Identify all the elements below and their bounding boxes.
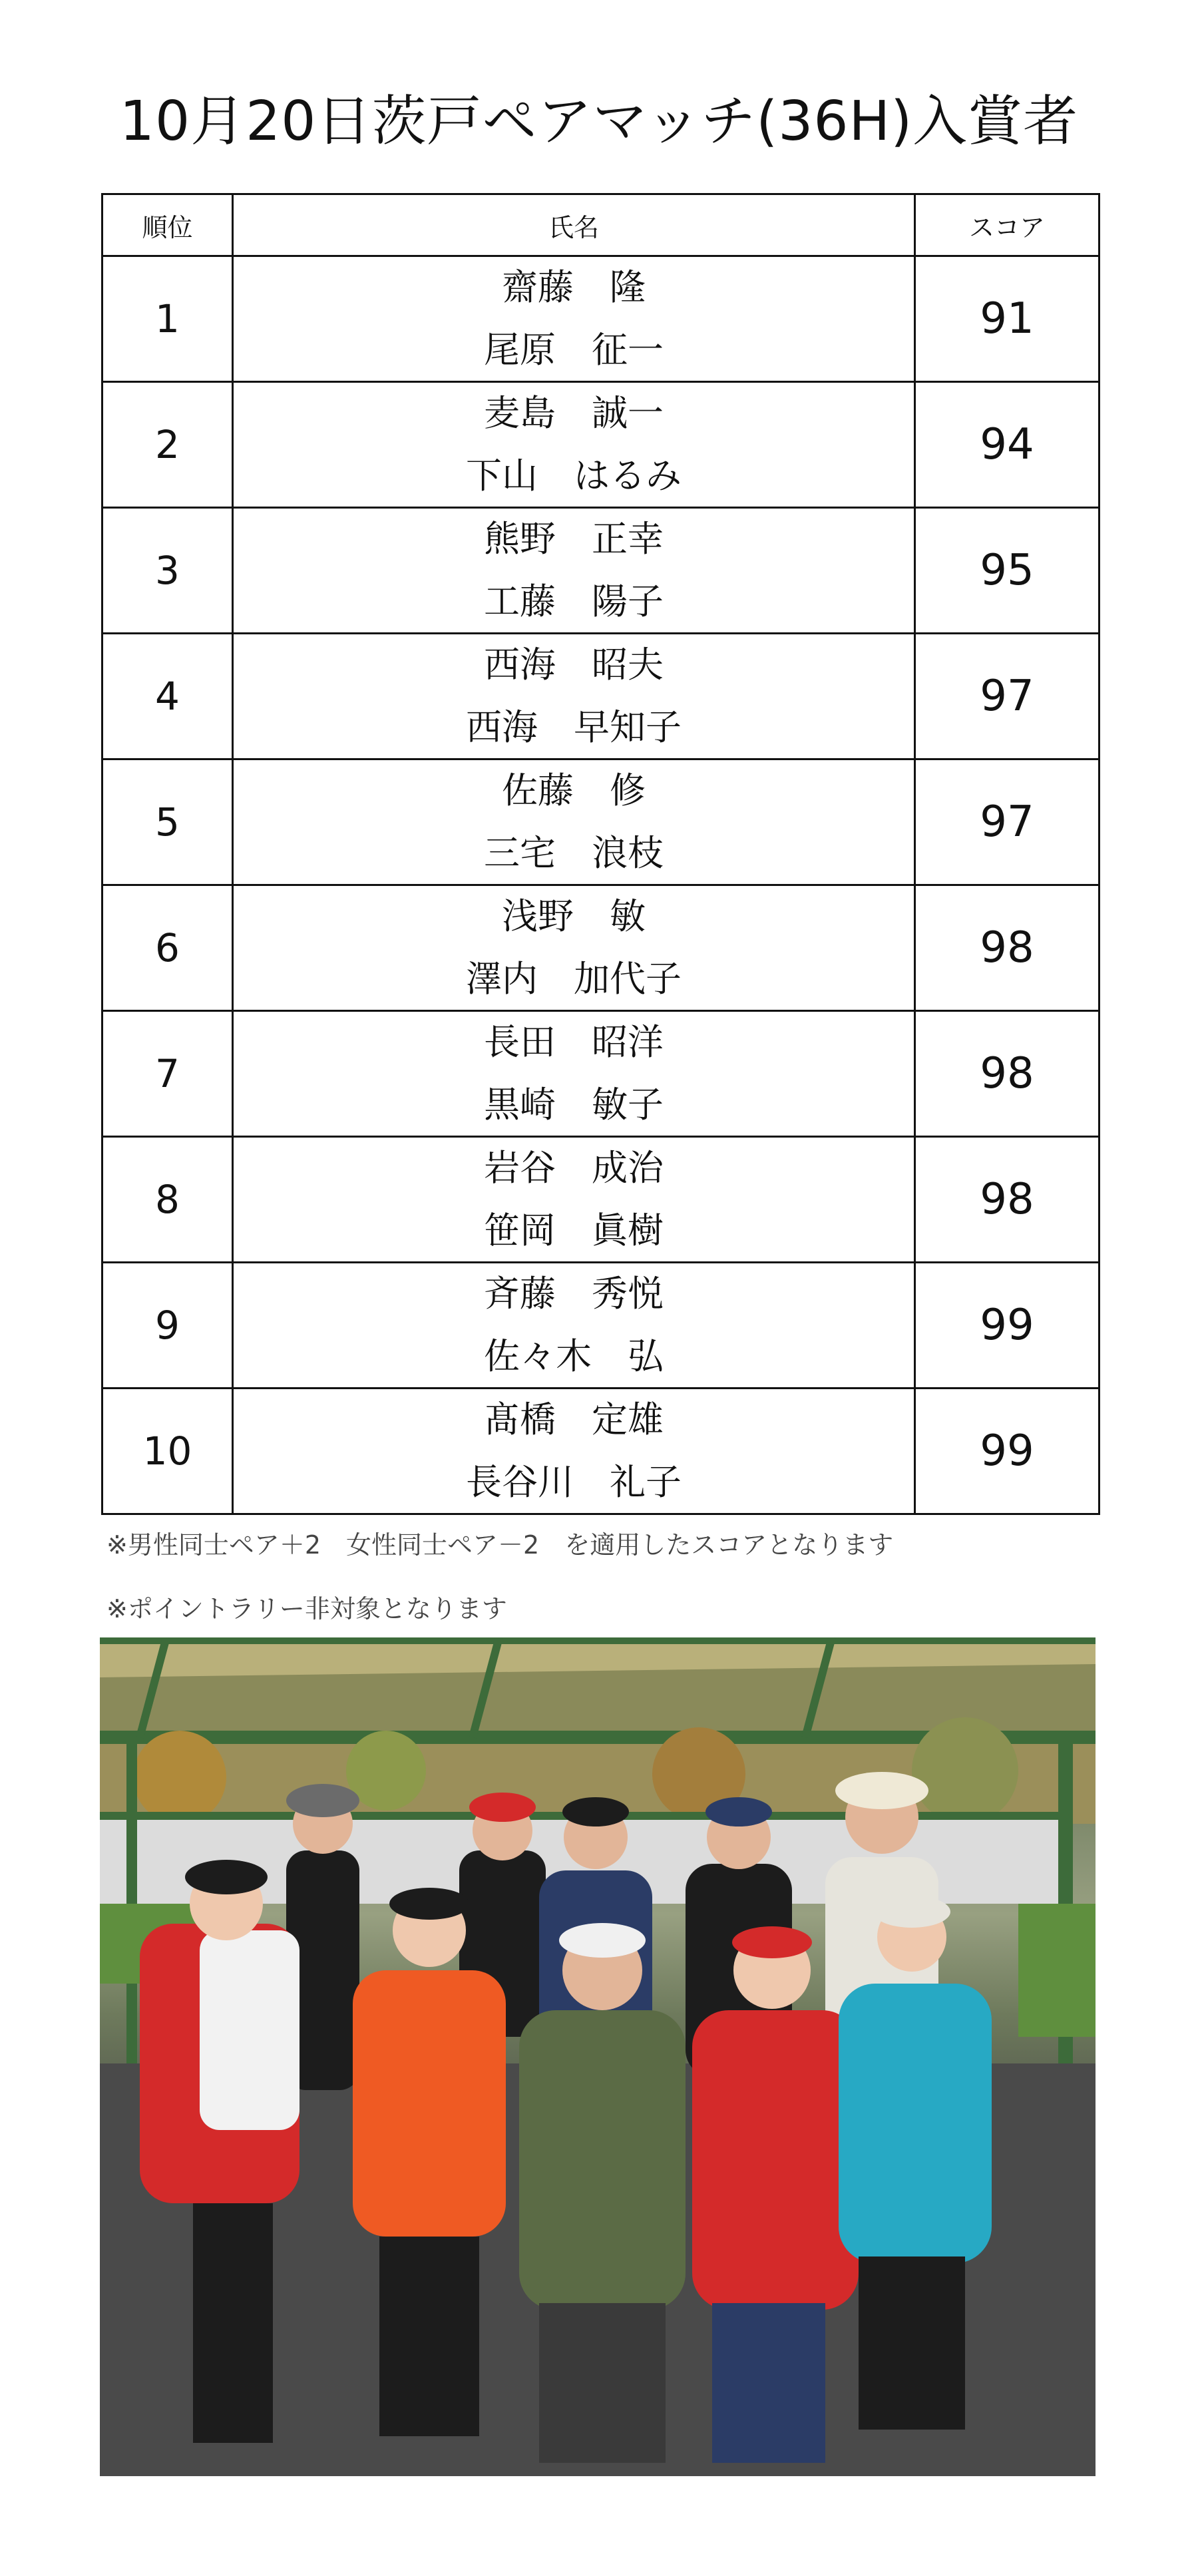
table-row: [102, 634, 1099, 759]
rank-cell: 9: [102, 1263, 233, 1389]
name-cell: [233, 634, 915, 759]
header-score: スコア: [915, 194, 1099, 256]
pair-names: [234, 634, 914, 758]
rank-cell: 7: [102, 1011, 233, 1137]
player-name: 黒崎 敏子: [484, 1084, 664, 1126]
player-name: 浅野 敏: [502, 895, 646, 937]
table-row: [102, 1389, 1099, 1514]
table-row: [102, 885, 1099, 1011]
pair-names: [234, 1389, 914, 1513]
name-cell: [233, 1011, 915, 1137]
name-cell: [233, 382, 915, 508]
pair-names: [234, 1263, 914, 1387]
player-name: 佐藤 修: [502, 769, 646, 811]
rank-cell: 2: [102, 382, 233, 508]
rank-cell: 6: [102, 885, 233, 1011]
score-cell: 99: [915, 1389, 1099, 1514]
player-name: 斉藤 秀悦: [484, 1273, 664, 1315]
note-point-rally: ※ポイントラリー非対象となります: [106, 1594, 507, 1623]
player-name: 熊野 正幸: [484, 518, 664, 560]
pair-names: [234, 1012, 914, 1136]
player-name: 澤内 加代子: [466, 958, 682, 1000]
group-photo: [100, 1637, 1096, 2476]
pair-names: [234, 383, 914, 507]
player-name: 工藤 陽子: [484, 580, 664, 622]
score-cell: 99: [915, 1263, 1099, 1389]
score-cell: 98: [915, 885, 1099, 1011]
player-name: 長谷川 礼子: [466, 1461, 682, 1503]
table-row: [102, 1137, 1099, 1263]
score-cell: 91: [915, 256, 1099, 382]
results-table: [101, 193, 1100, 1515]
pair-names: [234, 1138, 914, 1261]
table-row: [102, 759, 1099, 885]
header-name: 氏名: [233, 194, 915, 256]
rank-cell: 1: [102, 256, 233, 382]
score-cell: 97: [915, 759, 1099, 885]
player-name: 三宅 浪枝: [484, 832, 664, 874]
rank-cell: 10: [102, 1389, 233, 1514]
player-name: 岩谷 成治: [484, 1147, 664, 1189]
score-cell: 95: [915, 508, 1099, 634]
group-photo-illustration: [100, 1637, 1096, 2476]
player-name: 長田 昭洋: [484, 1021, 664, 1063]
pair-names: [234, 760, 914, 884]
pair-names: [234, 886, 914, 1010]
table-row: [102, 256, 1099, 382]
table-row: [102, 508, 1099, 634]
pair-names: [234, 257, 914, 381]
player-name: 齋藤 隆: [502, 266, 646, 308]
score-cell: 94: [915, 382, 1099, 508]
player-name: 髙橋 定雄: [484, 1398, 664, 1440]
name-cell: [233, 1389, 915, 1514]
header-rank: 順位: [102, 194, 233, 256]
player-name: 西海 昭夫: [484, 644, 664, 686]
table-row: [102, 382, 1099, 508]
name-cell: [233, 759, 915, 885]
score-cell: 97: [915, 634, 1099, 759]
page-title: 10月20日茨戸ペアマッチ(36H)入賞者: [119, 90, 1079, 153]
name-cell: [233, 256, 915, 382]
name-cell: [233, 885, 915, 1011]
score-cell: 98: [915, 1137, 1099, 1263]
rank-cell: 3: [102, 508, 233, 634]
table-header-row: [102, 194, 1099, 256]
note-handicap: ※男性同士ペア＋2 女性同士ペア－2 を適用したスコアとなります: [106, 1530, 894, 1560]
pair-names: [234, 509, 914, 632]
rank-cell: 4: [102, 634, 233, 759]
score-cell: 98: [915, 1011, 1099, 1137]
player-name: 下山 はるみ: [466, 455, 682, 497]
rank-cell: 5: [102, 759, 233, 885]
player-name: 笹岡 眞樹: [484, 1209, 664, 1251]
name-cell: [233, 508, 915, 634]
player-name: 尾原 征一: [484, 329, 664, 371]
rank-cell: 8: [102, 1137, 233, 1263]
player-name: 麦島 誠一: [484, 392, 664, 434]
player-name: 佐々木 弘: [484, 1335, 664, 1377]
table-row: [102, 1263, 1099, 1389]
name-cell: [233, 1263, 915, 1389]
name-cell: [233, 1137, 915, 1263]
table-row: [102, 1011, 1099, 1137]
player-name: 西海 早知子: [466, 706, 682, 748]
